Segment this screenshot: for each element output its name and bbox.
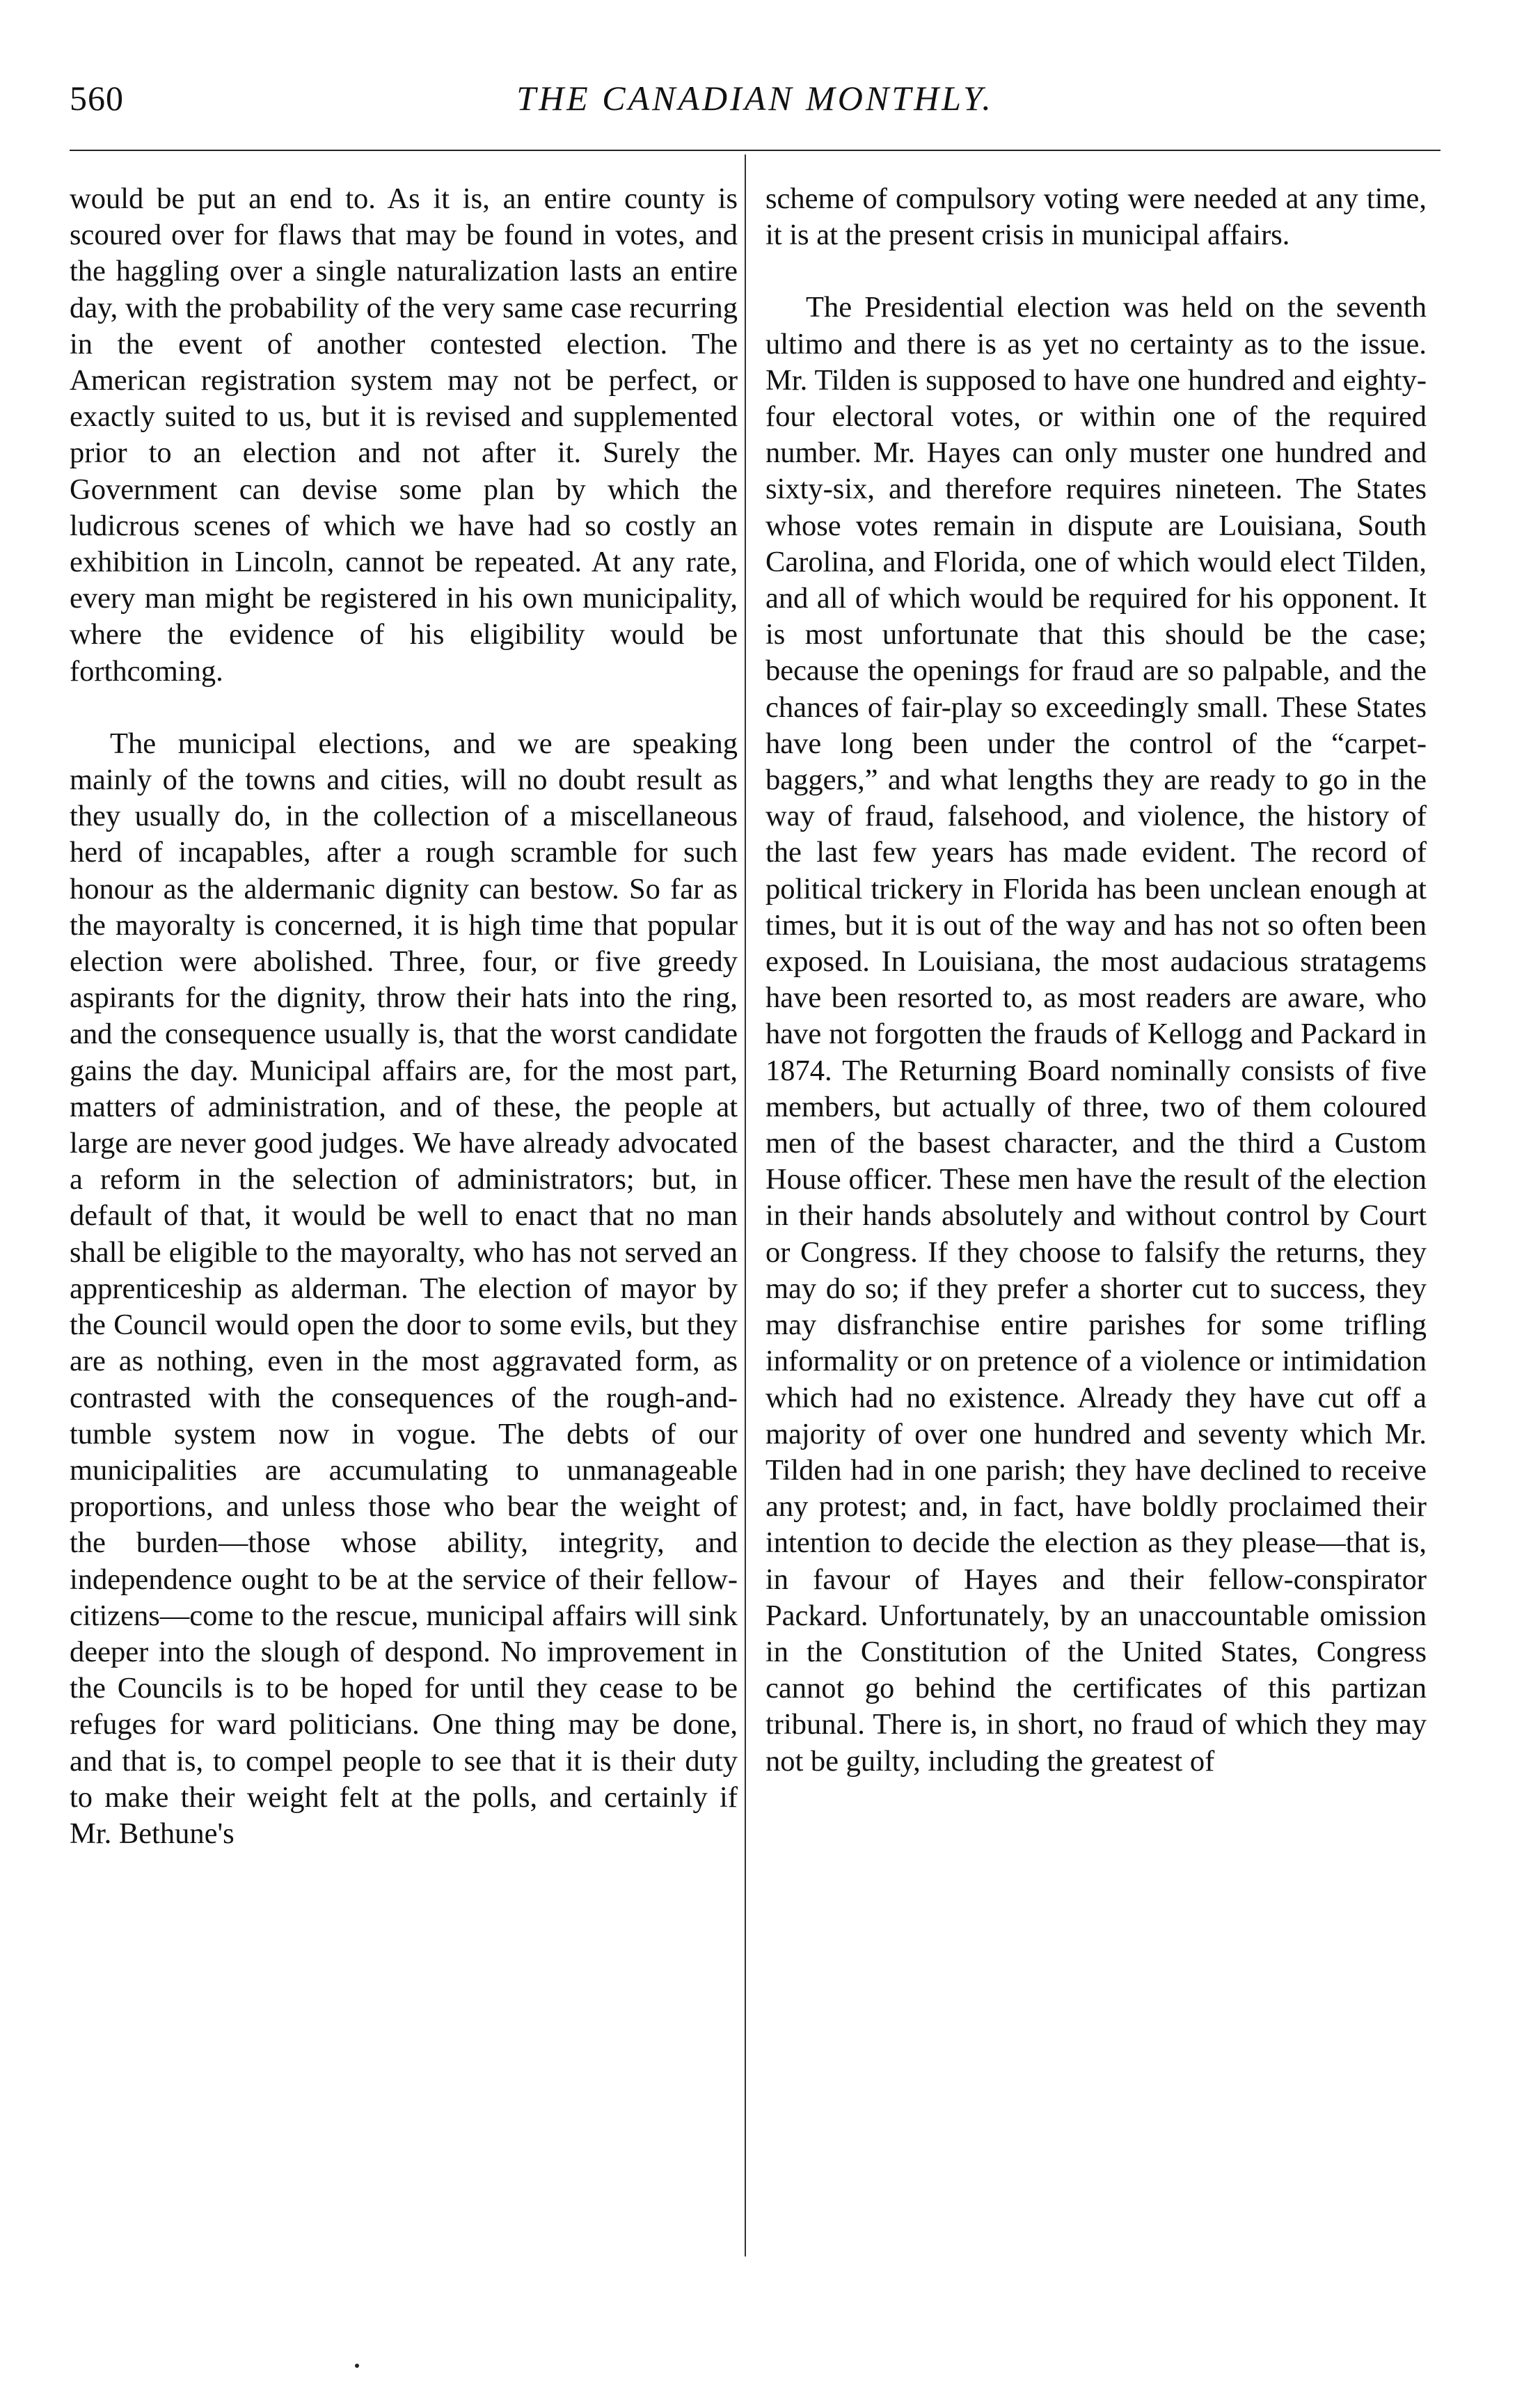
right-column (765, 181, 1427, 1780)
paragraph: The Presidential election was held on the seventh ultimo and there is as yet no certainty as to the issue. Mr. Tilden is supposed to have one hundred and eighty-four electoral votes, or within one of the required number. Mr. Hayes can only muster one hundred and sixty-six, and therefore requires nineteen. The States whose votes remain in dispute are Louisiana, South Carolina, and Florida, one of which would elect Tilden, and all of which would be required for his opponent. It is most unfortunate that this should be the case; because the openings for fraud are so palpable, and the chances of fair-play so exceedingly small. These States have long been under the control of the “carpet-baggers,” and what lengths they are ready to go in the way of fraud, falsehood, and violence, the history of the last few years has made evident. The record of political trickery in Florida has been unclean enough at times, but it is out of the way and has not so often been exposed. In Louisiana, the most audacious stratagems have been resorted to, as most readers are aware, who have not forgotten the frauds of Kellogg and Packard in 1874. The Returning Board nominally consists of five members, but actually of three, two of them coloured men of the basest character, and the third a Custom House officer. These men have the result of the election in their hands absolutely and without control by Court or Congress. If they choose to falsify the returns, they may do so; if they prefer a shorter cut to success, they may disfranchise entire parishes for some trifling informality or on pretence of a violence or intimidation which had no existence. Already they have cut off a majority of over one hundred and seventy which Mr. Tilden had in one parish; they have declined to receive any protest; and, in fact, have boldly proclaimed their intention to decide the election as they please—that is, in favour of Hayes and their fellow-conspirator Packard. Unfortunately, by an unaccountable omission in the Constitution of the United States, Congress cannot go behind the certificates of this partizan tribunal. There is, in short, no fraud of which they may not be guilty, including the greatest of (765, 291, 1427, 1778)
running-title: THE CANADIAN MONTHLY. (516, 79, 994, 118)
paragraph: would be put an end to. As it is, an entire county is scoured over for flaws that may be found in votes, and the haggling over a single naturalization lasts an entire day, with the probability of the very same case recurring in the event of another contested election. The American registration system may not be perfect, or exactly suited to us, but it is revised and supplemented prior to an election and not after it. Surely the Government can devise some plan by which the ludicrous scenes of which we have had so costly an exhibition in Lincoln, cannot be repeated. At any rate, every man might be registered in his own municipality, where the evidence of his eligibility would be forthcoming. (70, 182, 738, 688)
paragraph: The municipal elections, and we are speaking mainly of the towns and cities, will no doubt result as they usually do, in the collection of a miscellaneous herd of incapables, after a rough scramble for such honour as the aldermanic dignity can bestow. So far as the mayoralty is concerned, it is high time that popular election were abolished. Three, four, or five greedy aspirants for the dignity, throw their hats into the ring, and the consequence usually is, that the worst candidate gains the day. Municipal affairs are, for the most part, matters of administration, and of these, the people at large are never good judges. We have already advocated a reform in the selection of administrators; but, in default of that, it would be well to enact that no man shall be eligible to the mayoralty, who has not served an apprenticeship as alderman. The election of mayor by the Council would open the door to some evils, but they are as nothing, even in the most aggravated form, as contrasted with the consequences of the rough-and-tumble system now in vogue. The debts of our municipalities are accumulating to unmanageable proportions, and unless those who bear the weight of the burden—those whose ability, integrity, and independence ought to be at the service of their fellow-citizens—come to the rescue, municipal affairs will sink deeper into the slough of despond. No improvement in the Councils is to be hoped for until they cease to be refuges for ward politicians. One thing may be done, and that is, to compel people to see that it is their duty to make their weight felt at the polls, and certainly if Mr. Bethune's (70, 727, 738, 1850)
left-column (70, 181, 738, 1852)
paragraph: scheme of compulsory voting were needed at any time, it is at the present crisis in municipal affairs. (765, 182, 1427, 252)
column-divider (745, 155, 746, 2256)
header-rule (70, 150, 1440, 151)
page-header (70, 70, 1440, 125)
print-mark (355, 2364, 359, 2368)
page-number: 560 (70, 79, 124, 118)
